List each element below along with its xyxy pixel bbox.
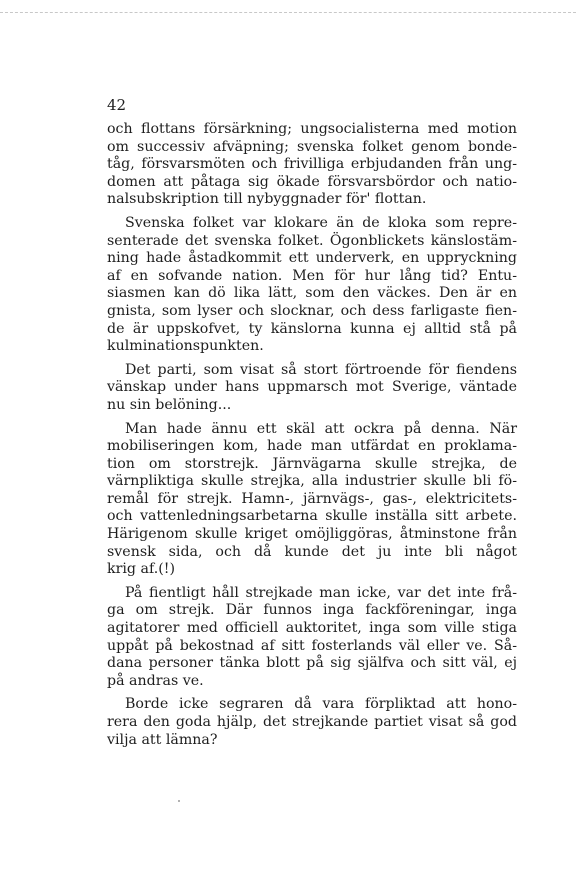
text-line: Härigenom skulle kriget omöjliggöras, åtminstone från bbox=[107, 526, 517, 543]
text-line: de är uppskofvet, ty känslorna kunna ej alltid stå på bbox=[107, 320, 517, 337]
text-line: på andras ve. bbox=[107, 672, 204, 689]
top-scan-edge bbox=[0, 12, 576, 13]
text-line: siasmen kan dö lika lätt, som den väckes. Den är en bbox=[107, 285, 517, 302]
page-number: 42 bbox=[107, 96, 127, 114]
text-line: värnpliktiga skulle strejka, alla industrier skulle bli fö- bbox=[107, 473, 517, 490]
paragraph-1 bbox=[107, 121, 517, 209]
text-line: vänskap under hans uppmarsch mot Sverige, väntade bbox=[107, 379, 517, 396]
text-line: kulminationspunkten. bbox=[107, 338, 264, 355]
text-line: Svenska folket var klokare än de kloka som repre- bbox=[125, 214, 517, 231]
text-line: domen att påtaga sig ökade försvarsbördor och natio- bbox=[107, 173, 517, 190]
text-line: rera den goda hjälp, det strejkande partiet visat så god bbox=[107, 714, 517, 730]
text-line: agitatorer med officiell auktoritet, inga som ville stiga bbox=[107, 620, 517, 637]
text-line: På fientligt håll strejkade man icke, var det inte frå- bbox=[125, 584, 517, 601]
print-speck bbox=[178, 800, 180, 802]
text-line: och flottans försärkning; ungsocialisterna med motion bbox=[107, 121, 517, 137]
text-line: Man hade ännu ett skäl att ockra på denna. När bbox=[125, 420, 517, 437]
text-line: Det parti, som visat så stort förtroende för fiendens bbox=[125, 361, 517, 378]
text-line: tåg, försvarsmöten och frivilliga erbjudanden från ung- bbox=[107, 156, 517, 173]
text-line: tion om storstrejk. Järnvägarna skulle strejka, de bbox=[107, 455, 517, 472]
text-line: svensk sida, och då kunde det ju inte bli något bbox=[107, 543, 517, 560]
text-line: af en sofvande nation. Men för hur lång tid? Entu- bbox=[107, 267, 517, 284]
paragraph-3 bbox=[107, 362, 517, 415]
text-line: ning hade åstadkommit ett underverk, en uppryckning bbox=[107, 250, 517, 267]
text-line: remål för strejk. Hamn-, järnvägs-, gas-, elektricitets- bbox=[107, 490, 517, 507]
text-line: krig af.(!) bbox=[107, 561, 175, 578]
text-line: gnista, som lyser och slocknar, och dess farligaste fien- bbox=[107, 302, 517, 319]
text-line: vilja att lämna? bbox=[107, 731, 218, 748]
text-line: och vattenledningsarbetarna skulle inställa sitt arbete. bbox=[107, 508, 517, 525]
text-line: om successiv afväpning; svenska folket genom bonde- bbox=[107, 138, 517, 155]
text-line: ga om strejk. Där funnos inga fackföreningar, inga bbox=[107, 602, 517, 619]
text-line: nu sin belöning... bbox=[107, 396, 232, 413]
text-line: nalsubskription till nybyggnader för' flottan. bbox=[107, 191, 427, 208]
text-line: senterade det svenska folket. Ögonblickets känslostäm- bbox=[107, 232, 517, 249]
body-text bbox=[107, 121, 517, 755]
paragraph-4 bbox=[107, 421, 517, 579]
paragraph-6 bbox=[107, 696, 517, 749]
text-line: Borde icke segraren då vara förpliktad att hono- bbox=[125, 696, 517, 713]
paragraph-5 bbox=[107, 585, 517, 691]
paragraph-2 bbox=[107, 215, 517, 356]
text-line: dana personer tänka blott på sig själfva och sitt väl, ej bbox=[107, 655, 517, 672]
text-line: uppåt på bekostnad af sitt fosterlands väl eller ve. Så- bbox=[107, 637, 517, 654]
text-line: mobiliseringen kom, hade man utfärdat en proklama- bbox=[107, 438, 517, 455]
